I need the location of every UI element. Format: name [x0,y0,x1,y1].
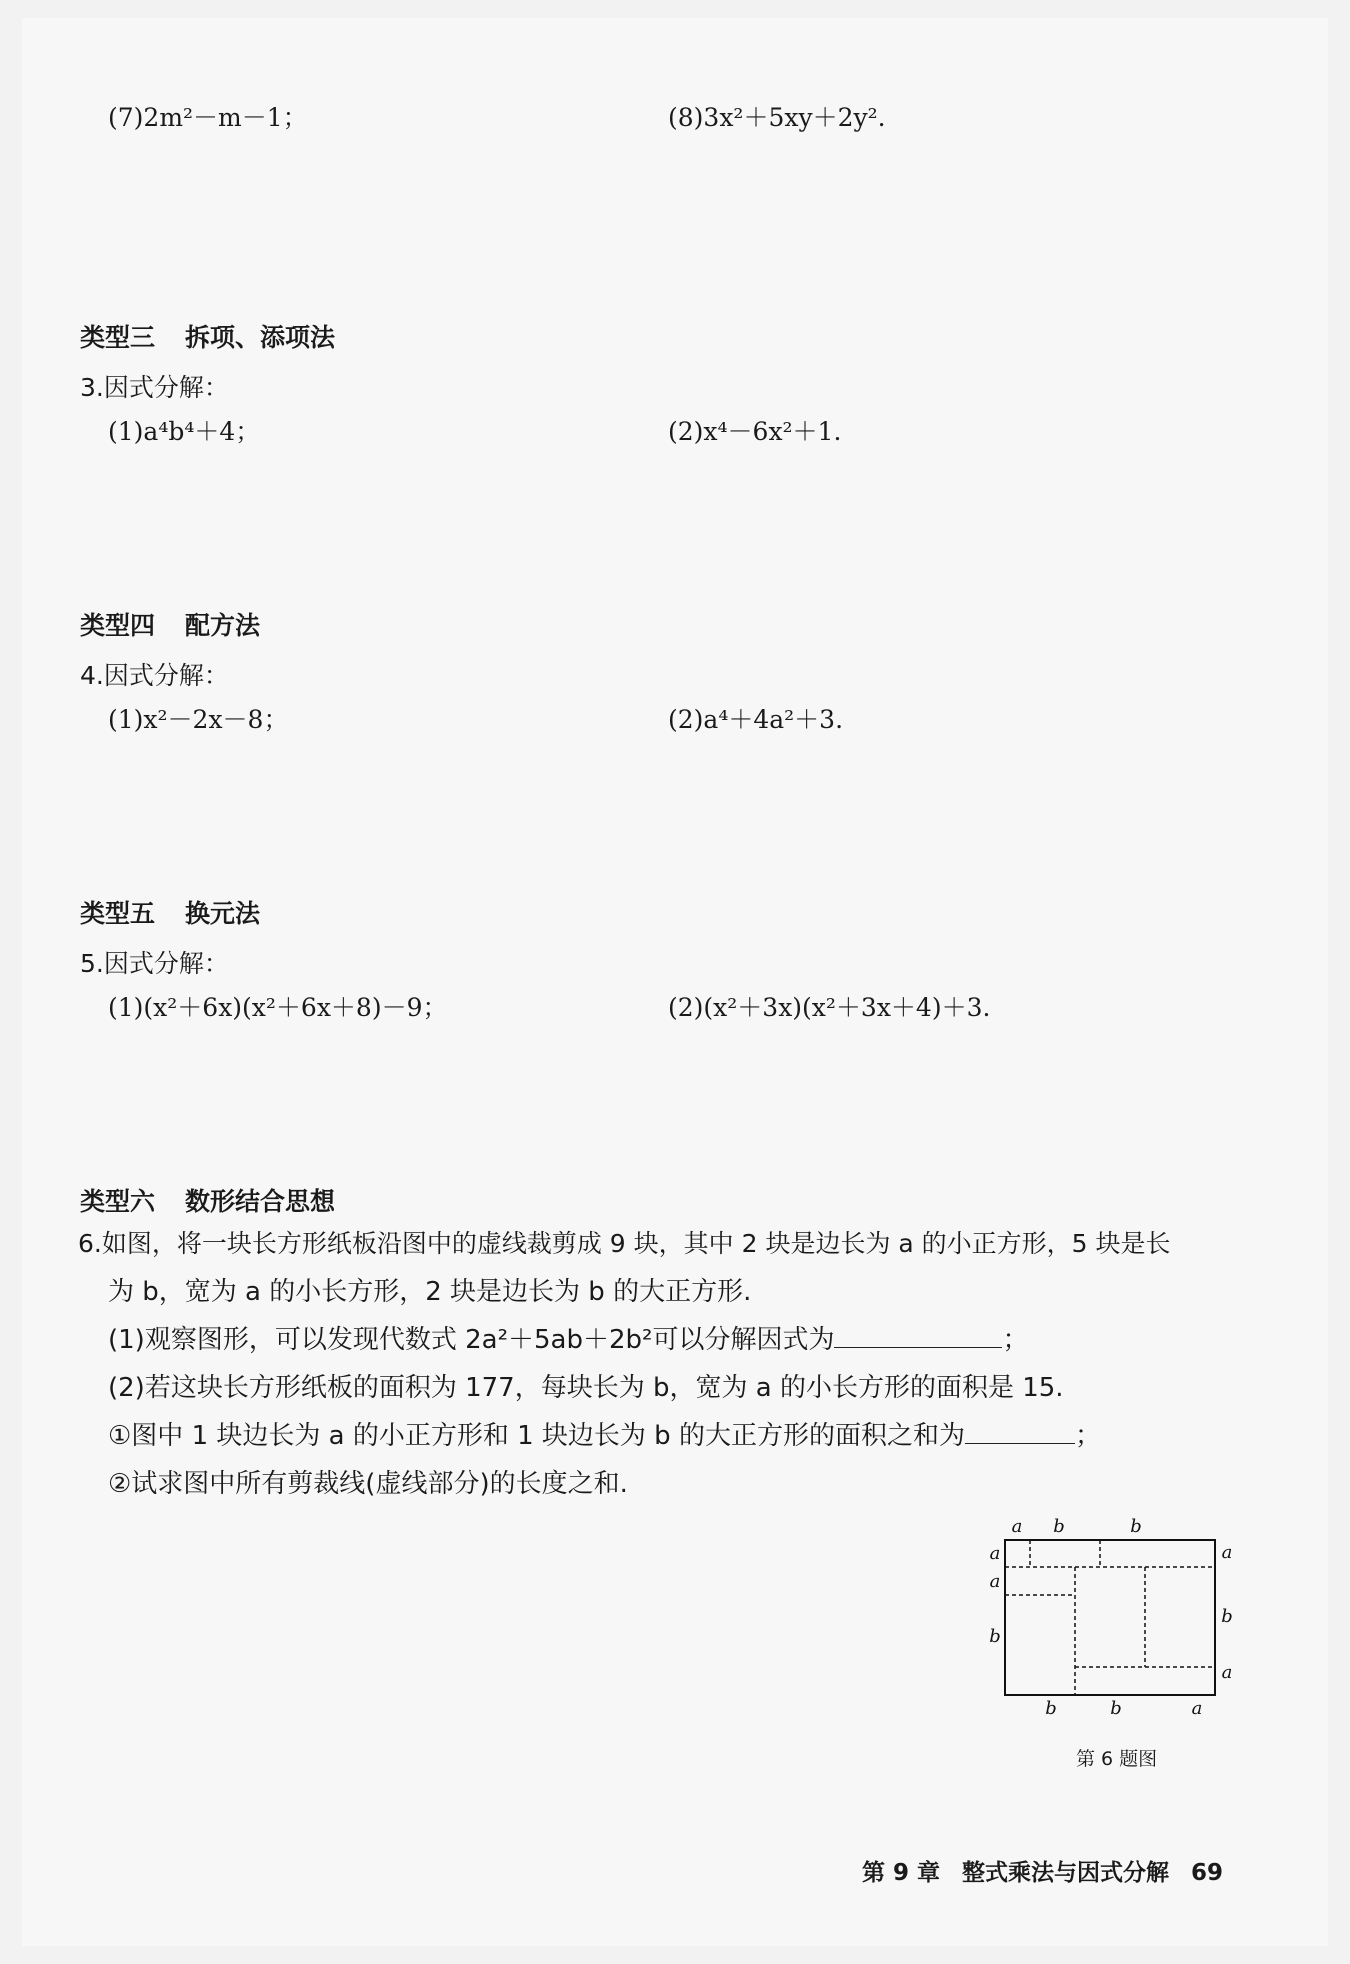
problem-2-8: (8)3x²＋5xy＋2y². [668,103,886,132]
question-4: 4.因式分解： [80,661,229,690]
problem-6-line1: 6.如图，将一块长方形纸板沿图中的虚线裁剪成 9 块，其中 2 块是边长为 a 的小正方形，5 块是长 [78,1229,1171,1258]
section-heading-type3 [80,318,335,354]
problem-3-2: (2)x⁴－6x²＋1. [668,417,842,446]
top-label-b: b [1053,1516,1065,1537]
page-number: 69 [1191,1860,1224,1886]
problem-3-1: (1)a⁴b⁴＋4； [108,417,261,446]
heading-label: 类型五 [80,899,156,928]
bottom-label-b: b [1045,1698,1057,1719]
sub1-text: ①图中 1 块边长为 a 的小正方形和 1 块边长为 b 的大正方形的面积之和为 [108,1421,965,1451]
outer-rectangle [1005,1540,1215,1695]
bottom-label-a: a [1191,1698,1203,1719]
question-5: 5.因式分解： [80,949,229,978]
problem-6-part2: (2)若这块长方形纸板的面积为 177，每块长为 b，宽为 a 的小长方形的面积是 15. [108,1373,1064,1403]
problem-6-sub2: ②试求图中所有剪裁线(虚线部分)的长度之和. [108,1469,628,1499]
sub1-end: ； [1074,1421,1101,1451]
problem-6-line2: 为 b，宽为 a 的小长方形，2 块是边长为 b 的大正方形. [108,1277,752,1307]
heading-title: 拆项、添项法 [185,323,336,352]
heading-title: 换元法 [185,899,261,928]
problem-4-1: (1)x²－2x－8； [108,705,289,734]
cut-lines [1005,1540,1215,1695]
section-heading-type6 [80,1182,335,1218]
heading-label: 类型三 [80,323,156,352]
bottom-label-b: b [1110,1698,1122,1719]
right-label-a: a [1221,1542,1233,1563]
problem-2-7: (7)2m²－m－1； [108,103,308,132]
top-label-a: a [1011,1516,1023,1537]
left-label-a: a [989,1571,1001,1592]
heading-title: 数形结合思想 [185,1187,336,1216]
problem-6-part1 [108,1316,1028,1364]
section-heading-type5 [80,894,260,930]
heading-title: 配方法 [185,611,261,640]
answer-blank-2[interactable] [965,1421,1075,1444]
problem-5-2: (2)(x²＋3x)(x²＋3x＋4)＋3. [668,993,991,1022]
footer-chapter: 第 9 章 [862,1860,941,1886]
question-3: 3.因式分解： [80,373,229,402]
section-heading-type4 [80,606,260,642]
problem-6-sub1 [108,1412,1101,1460]
footer-title: 整式乘法与因式分解 [962,1860,1170,1886]
page-footer [862,1854,1223,1887]
left-label-b: b [989,1626,1001,1647]
rectangle-cutting-figure [975,1510,1255,1730]
part1-end: ； [1002,1325,1029,1355]
problem-4-2: (2)a⁴＋4a²＋3. [668,705,844,734]
left-label-a: a [989,1543,1001,1564]
problem-5-1: (1)(x²＋6x)(x²＋6x＋8)－9； [108,993,448,1022]
heading-label: 类型六 [80,1187,156,1216]
part1-text: (1)观察图形，可以发现代数式 2a²＋5ab＋2b²可以分解因式为 [108,1325,835,1355]
top-label-b: b [1130,1516,1142,1537]
right-label-b: b [1221,1606,1233,1627]
figure-caption: 第 6 题图 [1076,1748,1158,1770]
heading-label: 类型四 [80,611,156,640]
answer-blank-1[interactable] [834,1325,1002,1348]
right-label-a: a [1221,1662,1233,1683]
